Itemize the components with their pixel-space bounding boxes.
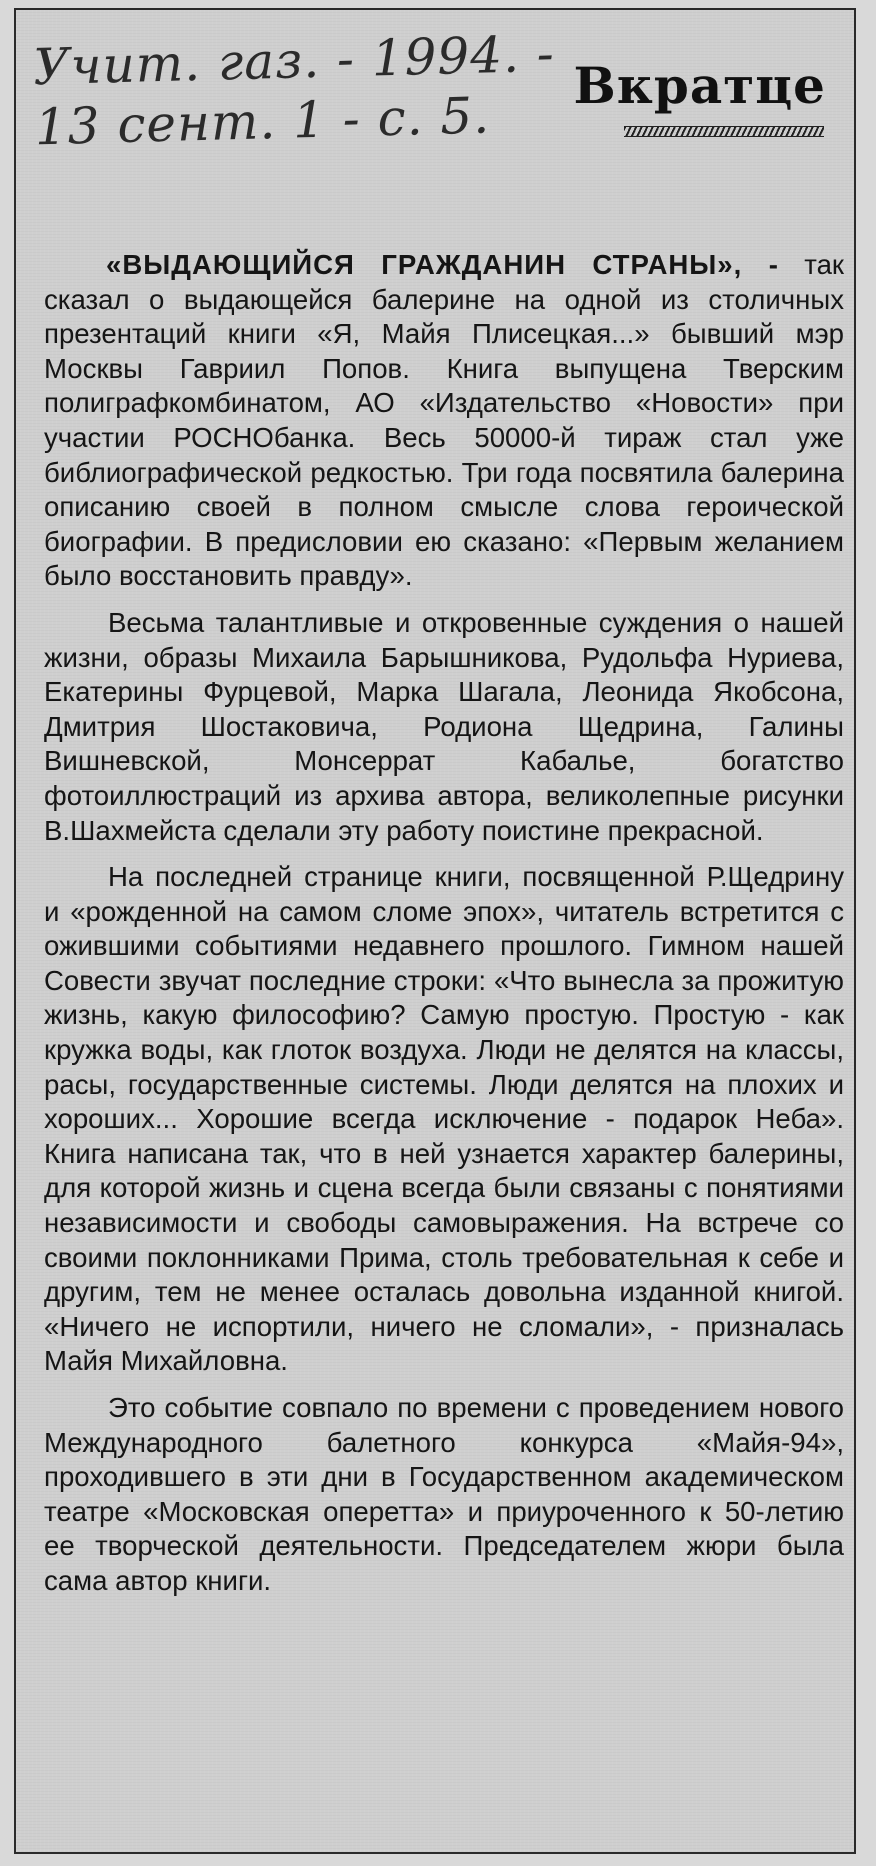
article-paragraph-1-text: так сказал о выдающейся балерине на одной из столичных презентаций книги «Я, Майя Плисецкая...» бывший мэр Москвы Гавриил Попов. Книга выпущена Тверским полиграфкомбинатом, АО «Издательство «Новости» при участии РОСНОбанка. Весь 50000-й тираж стал уже библиографической редкостью. Три года посвятила балерина описанию своей в полном смысле слова героической биографии. В предисловии ею сказано: «Первым желанием было восстановить правду». xyxy=(44,249,845,592)
article-paragraph-lead xyxy=(44,248,844,594)
handwritten-citation-note xyxy=(33,23,596,158)
handwritten-note-line-2: 13 сент. 1 - с. 5. xyxy=(34,86,491,157)
handwritten-note-line-1: Учит. газ. - 1994. - xyxy=(32,24,556,97)
rubric-underline-divider xyxy=(624,126,824,137)
article-headline: «ВЫДАЮЩИЙСЯ ГРАЖДАНИН СТРАНЫ», - xyxy=(106,249,779,280)
article-paragraph-3: На последней странице книги, посвященной Р.Щедрину и «рожденной на самом сломе эпох», читатель встретится с ожившими событиями недавнего прошлого. Гимном нашей Совести звучат последние строки: «Что вынесла за прожитую жизнь, какую философию? Самую простую. Простую - как кружка воды, как глоток воздуха. Люди не делятся на классы, расы, государственные системы. Люди делятся на плохих и хороших... Хорошие всегда исключение - подарок Неба». Книга написана так, что в ней узнается характер балерины, для которой жизнь и сцена всегда были связаны с понятиями независимости и свободы самовыражения. На встрече со своими поклонниками Прима, столь требовательная к себе и другим, тем не менее осталась довольна изданной книгой. «Ничего не испортили, ничего не сломали», - призналась Майя Михайловна. xyxy=(44,861,844,1377)
newspaper-clipping xyxy=(14,8,856,1854)
article-body xyxy=(44,248,844,1611)
article-paragraph-2: Весьма талантливые и откровенные суждения о нашей жизни, образы Михаила Барышникова, Рудольфа Нуриева, Екатерины Фурцевой, Марка Шагала, Леонида Якобсона, Дмитрия Шостаковича, Родиона Щедрина, Галины Вишневской, Монсеррат Кабалье, богатство фотоиллюстраций из архива автора, великолепные рисунки В.Шахмейста сделали эту работу поистине прекрасной. xyxy=(44,606,844,846)
article-paragraph-4: Это событие совпало по времени с проведением нового Международного балетного конкурса «Майя-94», проходившего в эти дни в Государственном академическом театре «Московская оперетта» и приуроченного к 50-летию ее творческой деятельности. Председателем жюри была сама автор книги. xyxy=(44,1392,844,1596)
rubric-title: Вкратце xyxy=(573,56,826,115)
